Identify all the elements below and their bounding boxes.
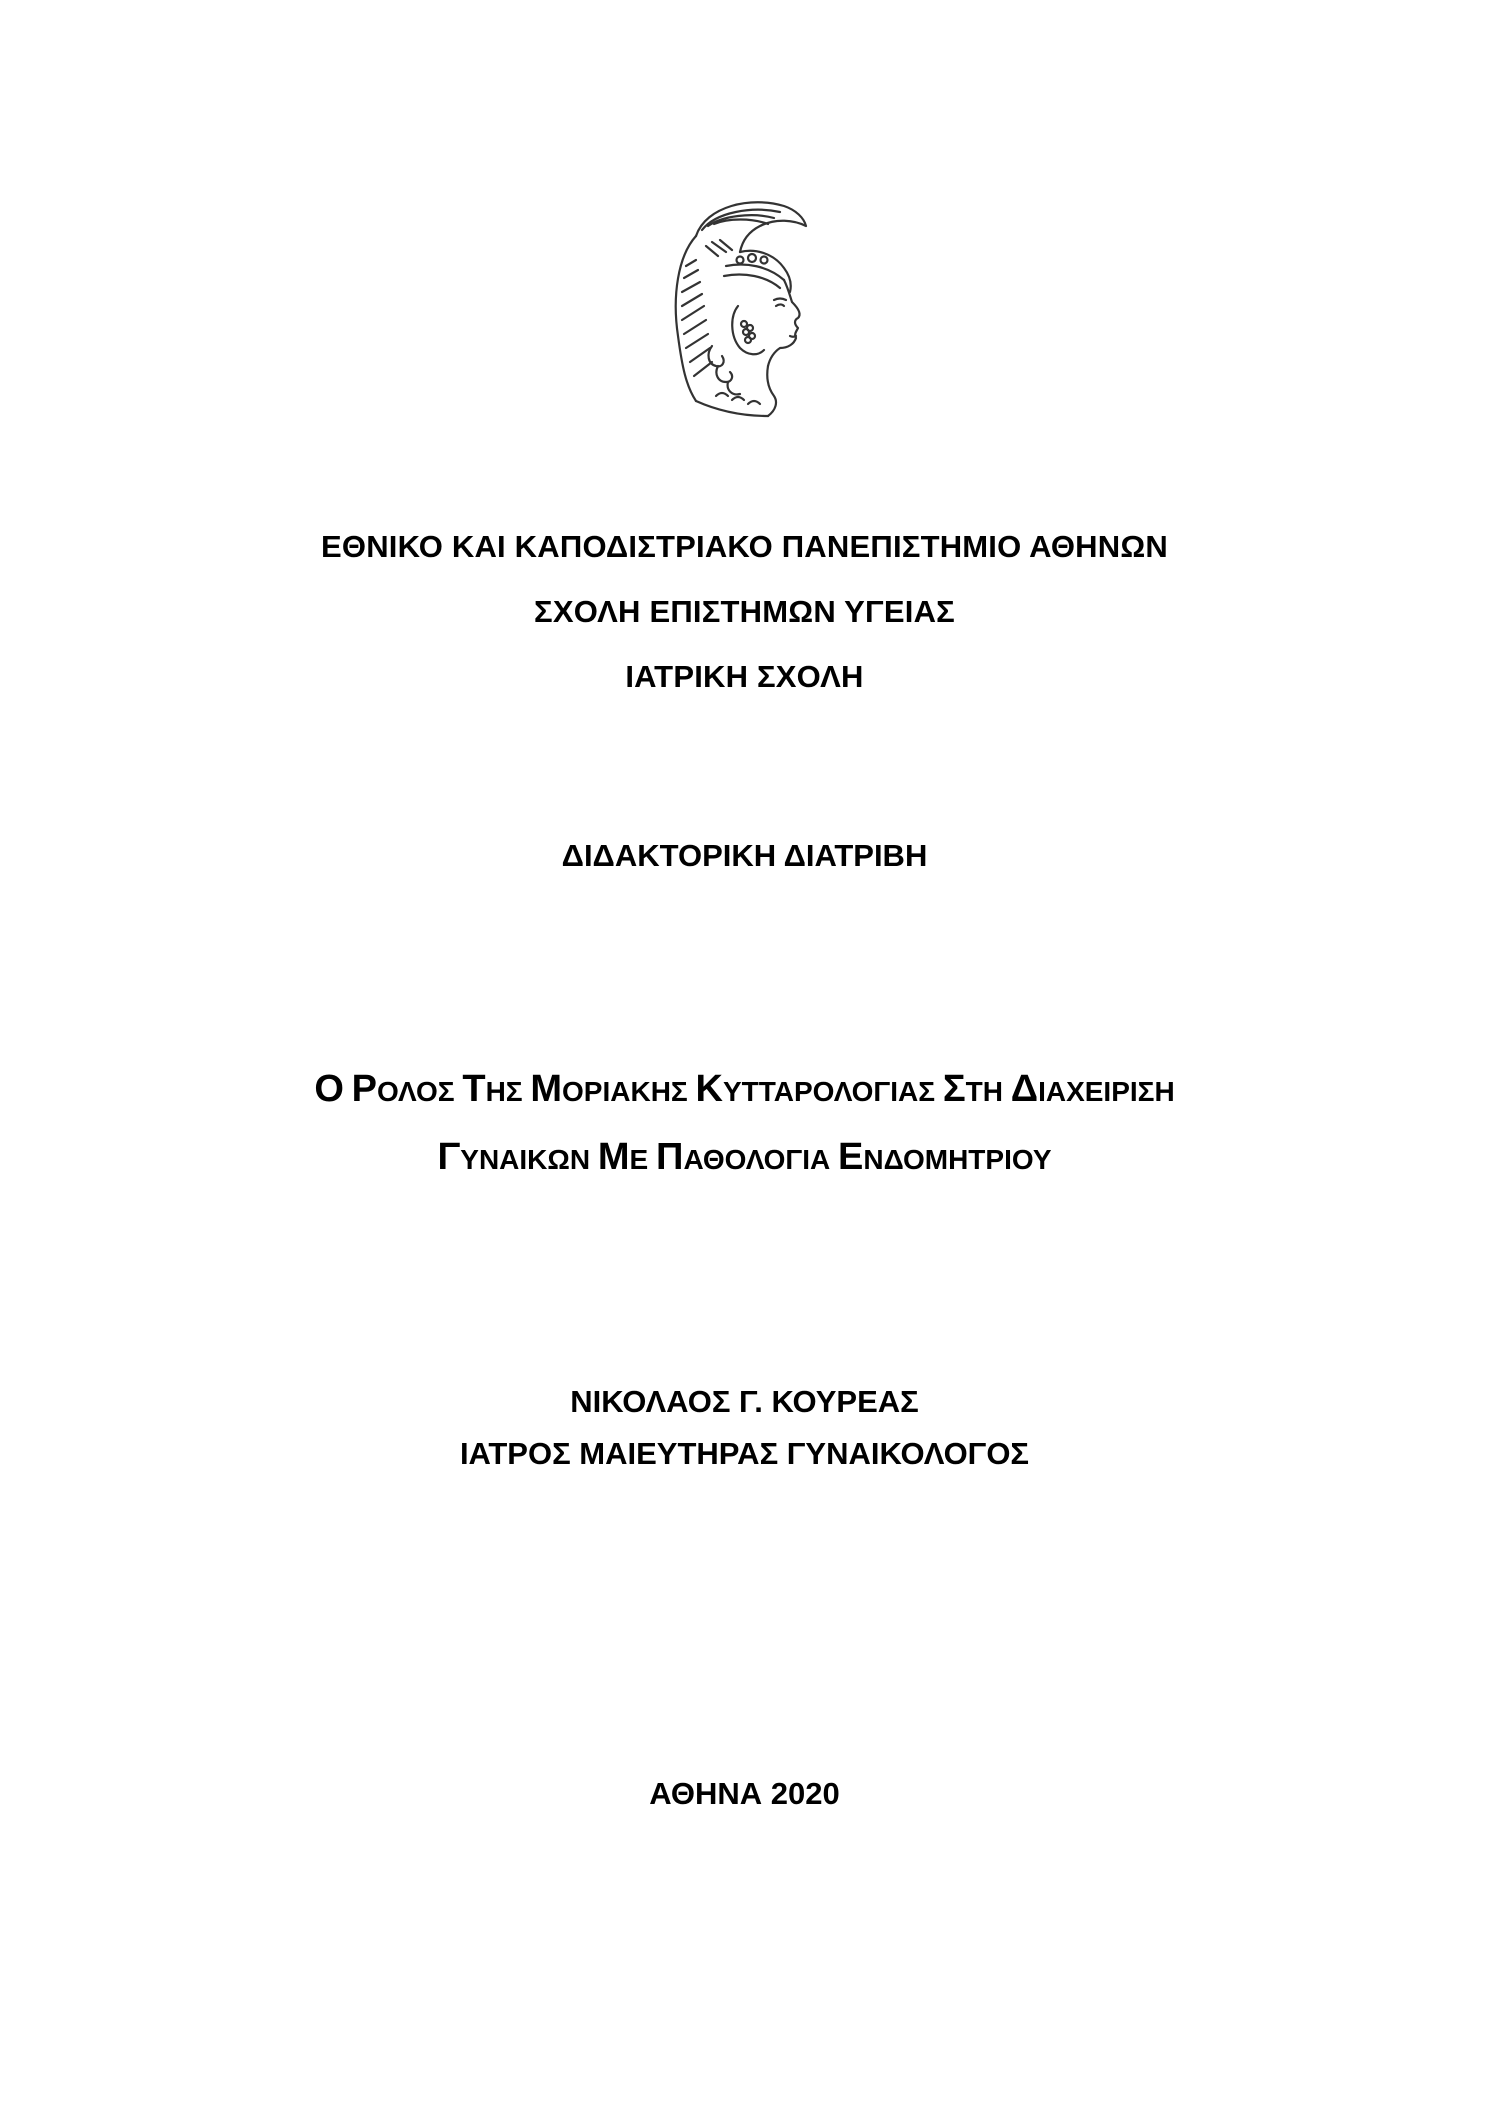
title-word: ΔΙΑΧΕΙΡΙΣΗ <box>1010 1068 1175 1110</box>
title-word: ΠΑΘΟΛΟΓΙΑ <box>655 1136 831 1178</box>
title-word: ΤΗΣ <box>462 1068 523 1110</box>
athena-head-emblem-icon <box>656 196 820 426</box>
thesis-title-line-2 <box>0 1136 1489 1179</box>
thesis-title-line-1 <box>0 1068 1489 1111</box>
author-profession: ΙΑΤΡΟΣ ΜΑΙΕΥΤΗΡΑΣ ΓΥΝΑΙΚΟΛΟΓΟΣ <box>459 1436 1030 1471</box>
faculty-name: ΙΑΤΡΙΚΗ ΣΧΟΛΗ <box>625 659 864 694</box>
school-name: ΣΧΟΛΗ ΕΠΙΣΤΗΜΩΝ ΥΓΕΙΑΣ <box>534 594 955 629</box>
title-word: Ο <box>314 1068 344 1110</box>
title-word: ΣΤΗ <box>942 1068 1003 1110</box>
title-word: ΕΝΔΟΜΗΤΡΙΟΥ <box>838 1136 1052 1178</box>
author-name: ΝΙΚΟΛΑΟΣ Γ. ΚΟΥΡΕΑΣ <box>570 1384 919 1419</box>
title-word: ΚΥΤΤΑΡΟΛΟΓΙΑΣ <box>695 1068 936 1110</box>
title-word: ΜΟΡΙΑΚΗΣ <box>530 1068 688 1110</box>
title-word: ΜΕ <box>597 1136 649 1178</box>
title-word: ΓΥΝΑΙΚΩΝ <box>437 1136 591 1178</box>
university-name: ΕΘΝΙΚΟ ΚΑΙ ΚΑΠΟΔΙΣΤΡΙΑΚΟ ΠΑΝΕΠΙΣΤΗΜΙΟ ΑΘΗΝΩΝ <box>321 529 1168 564</box>
place-year: ΑΘΗΝΑ 2020 <box>649 1776 840 1811</box>
title-word: ΡΟΛΟΣ <box>351 1068 455 1110</box>
thesis-type: ΔΙΔΑΚΤΟΡΙΚΗ ΔΙΑΤΡΙΒΗ <box>561 838 928 873</box>
